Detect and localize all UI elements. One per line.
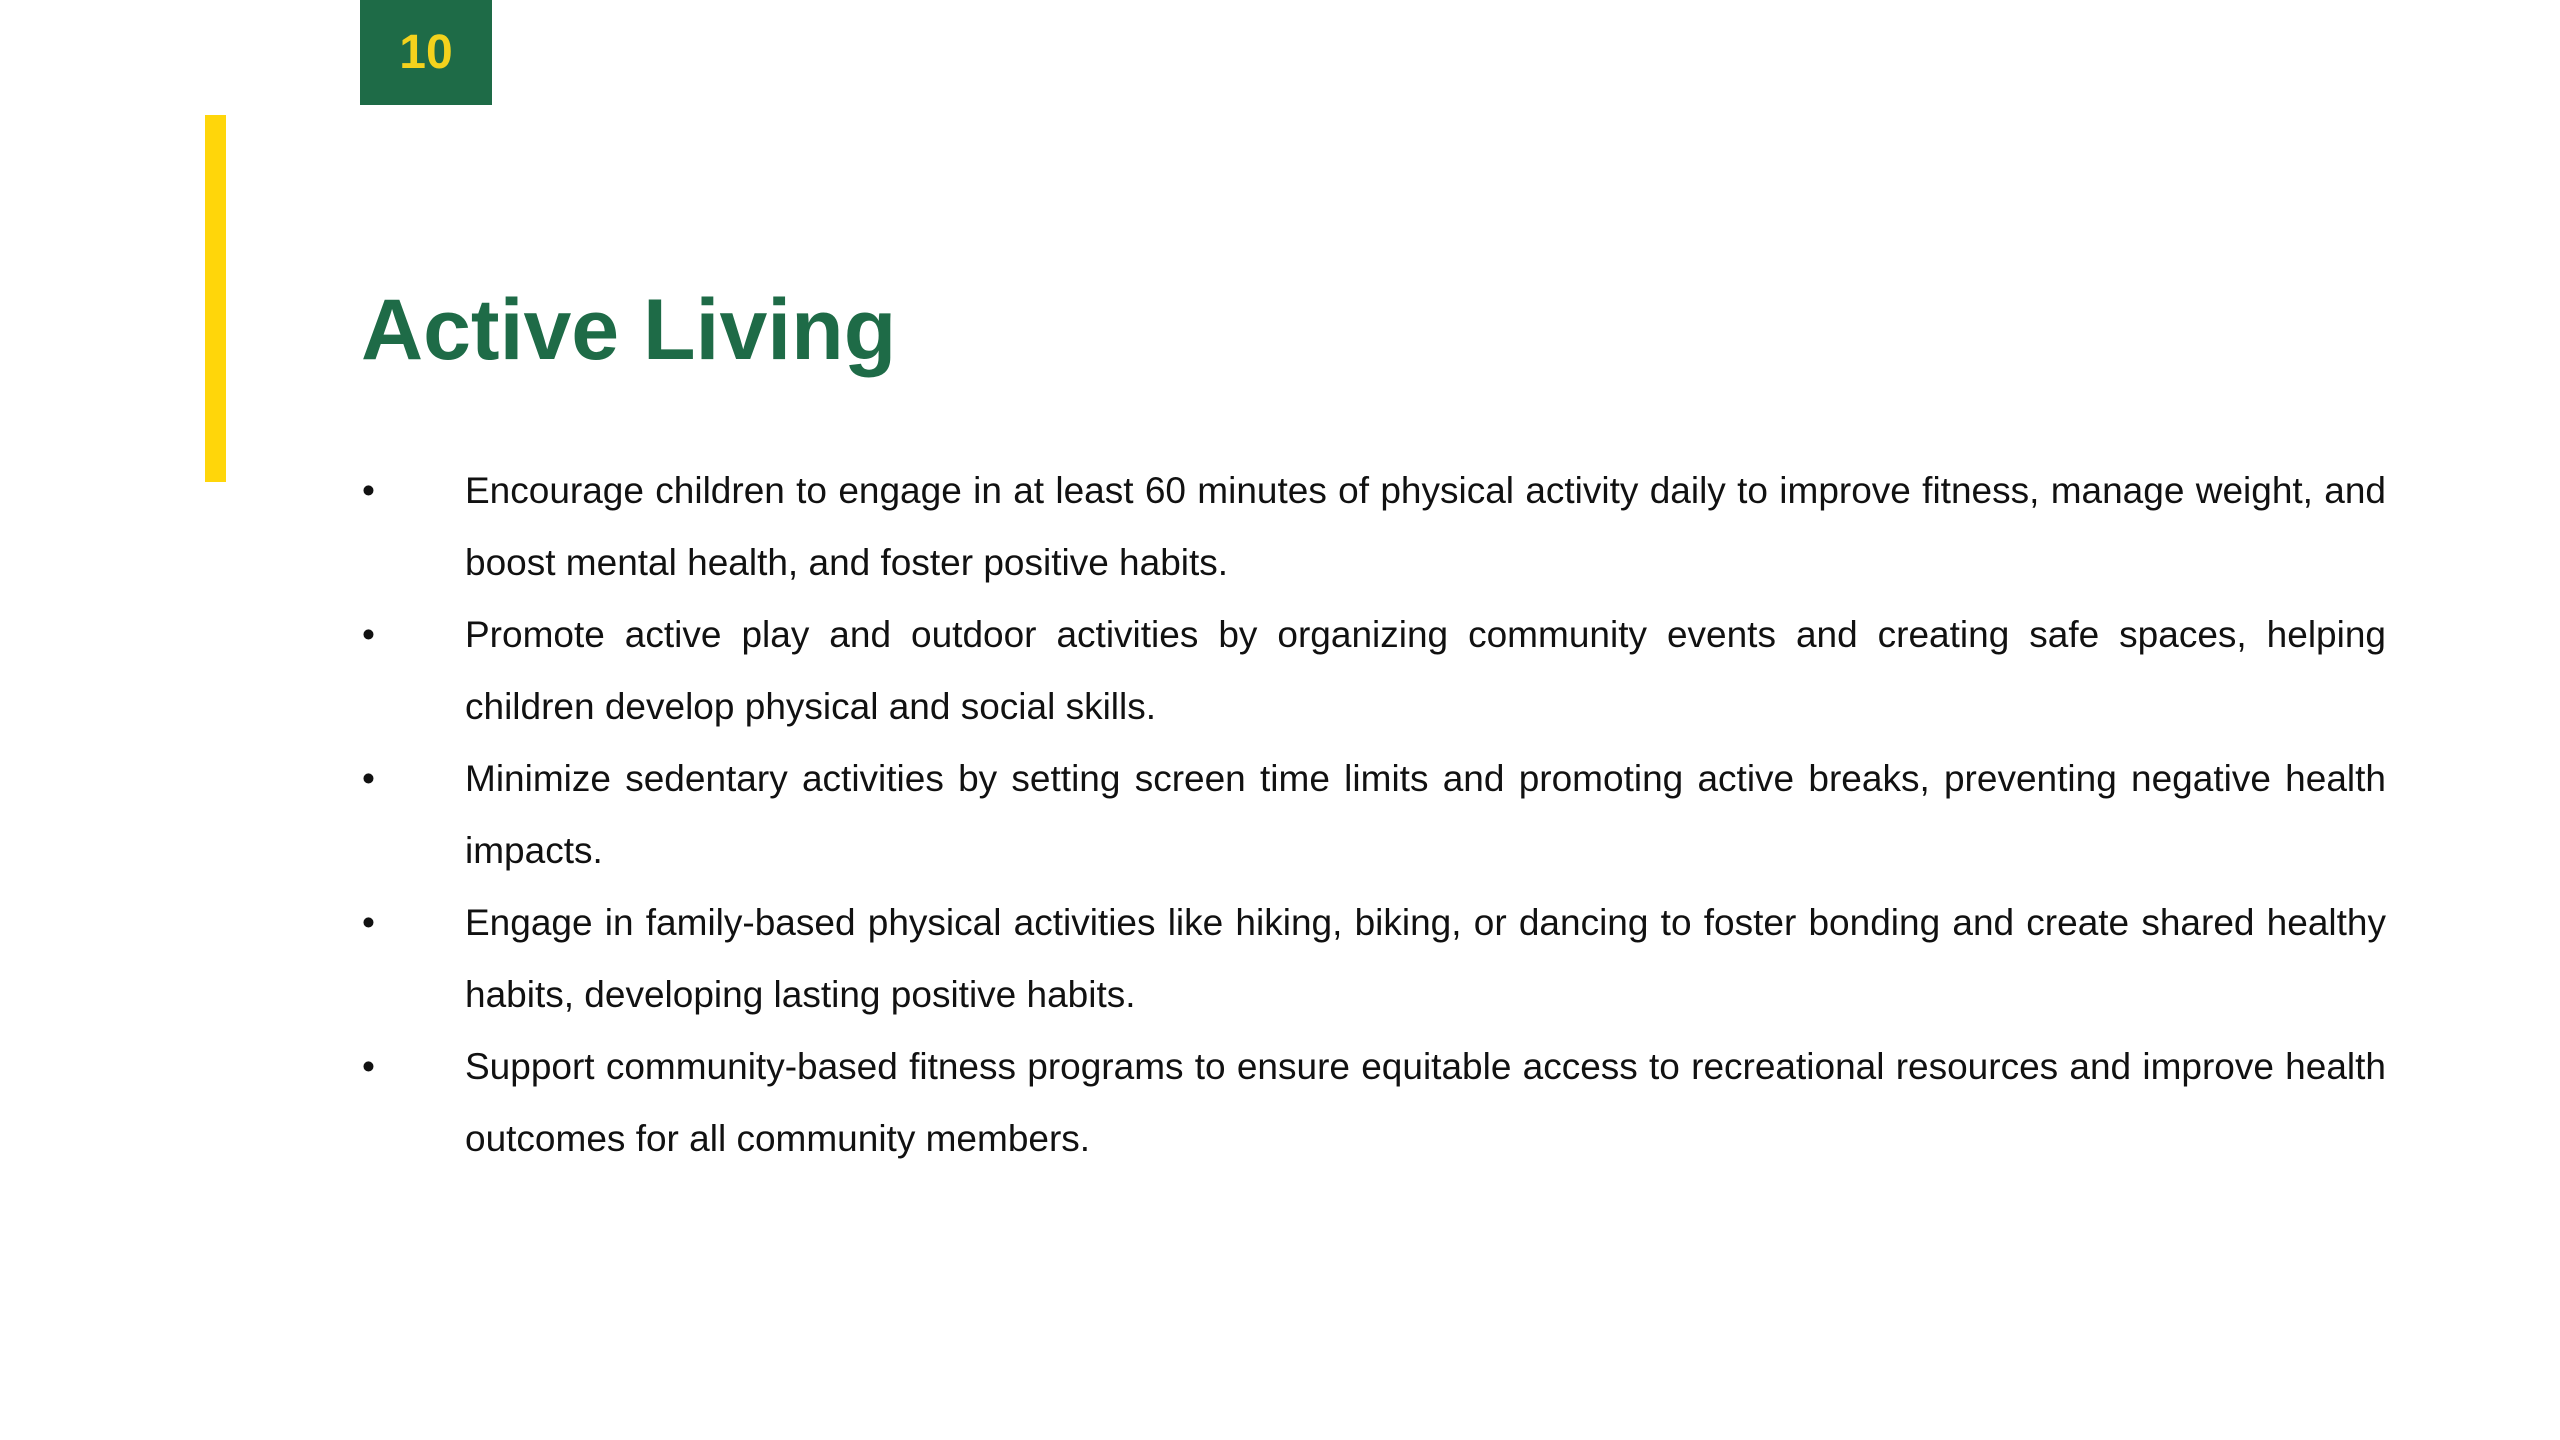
bullet-point-icon: • bbox=[362, 902, 375, 943]
slide-title: Active Living bbox=[361, 282, 897, 378]
bullet-item bbox=[362, 743, 2386, 887]
bullet-text: Promote active play and outdoor activities by organizing community events and creating safe spaces, helping children develop physical and social skills. bbox=[465, 614, 2386, 727]
page-number-badge bbox=[360, 0, 492, 105]
bullet-point-icon: • bbox=[362, 470, 375, 511]
bullet-text: Encourage children to engage in at least 60 minutes of physical activity daily to improve fitness, manage weight, and boost mental health, and foster positive habits. bbox=[465, 470, 2386, 583]
bullet-point-icon: • bbox=[362, 758, 375, 799]
bullet-text: Minimize sedentary activities by setting screen time limits and promoting active breaks, preventing negative health impacts. bbox=[465, 758, 2386, 871]
bullet-text: Engage in family-based physical activities like hiking, biking, or dancing to foster bonding and create shared healthy habits, developing lasting positive habits. bbox=[465, 902, 2386, 1015]
bullet-item bbox=[362, 599, 2386, 743]
bullet-item bbox=[362, 1031, 2386, 1175]
bullet-item bbox=[362, 887, 2386, 1031]
accent-bar bbox=[205, 115, 226, 482]
page-number: 10 bbox=[399, 25, 453, 79]
bullet-item bbox=[362, 455, 2386, 599]
bullet-text: Support community-based fitness programs to ensure equitable access to recreational resources and improve health outcomes for all community members. bbox=[465, 1046, 2386, 1159]
bullet-point-icon: • bbox=[362, 1046, 375, 1087]
bullet-point-icon: • bbox=[362, 614, 375, 655]
bullet-list bbox=[362, 455, 2386, 1175]
